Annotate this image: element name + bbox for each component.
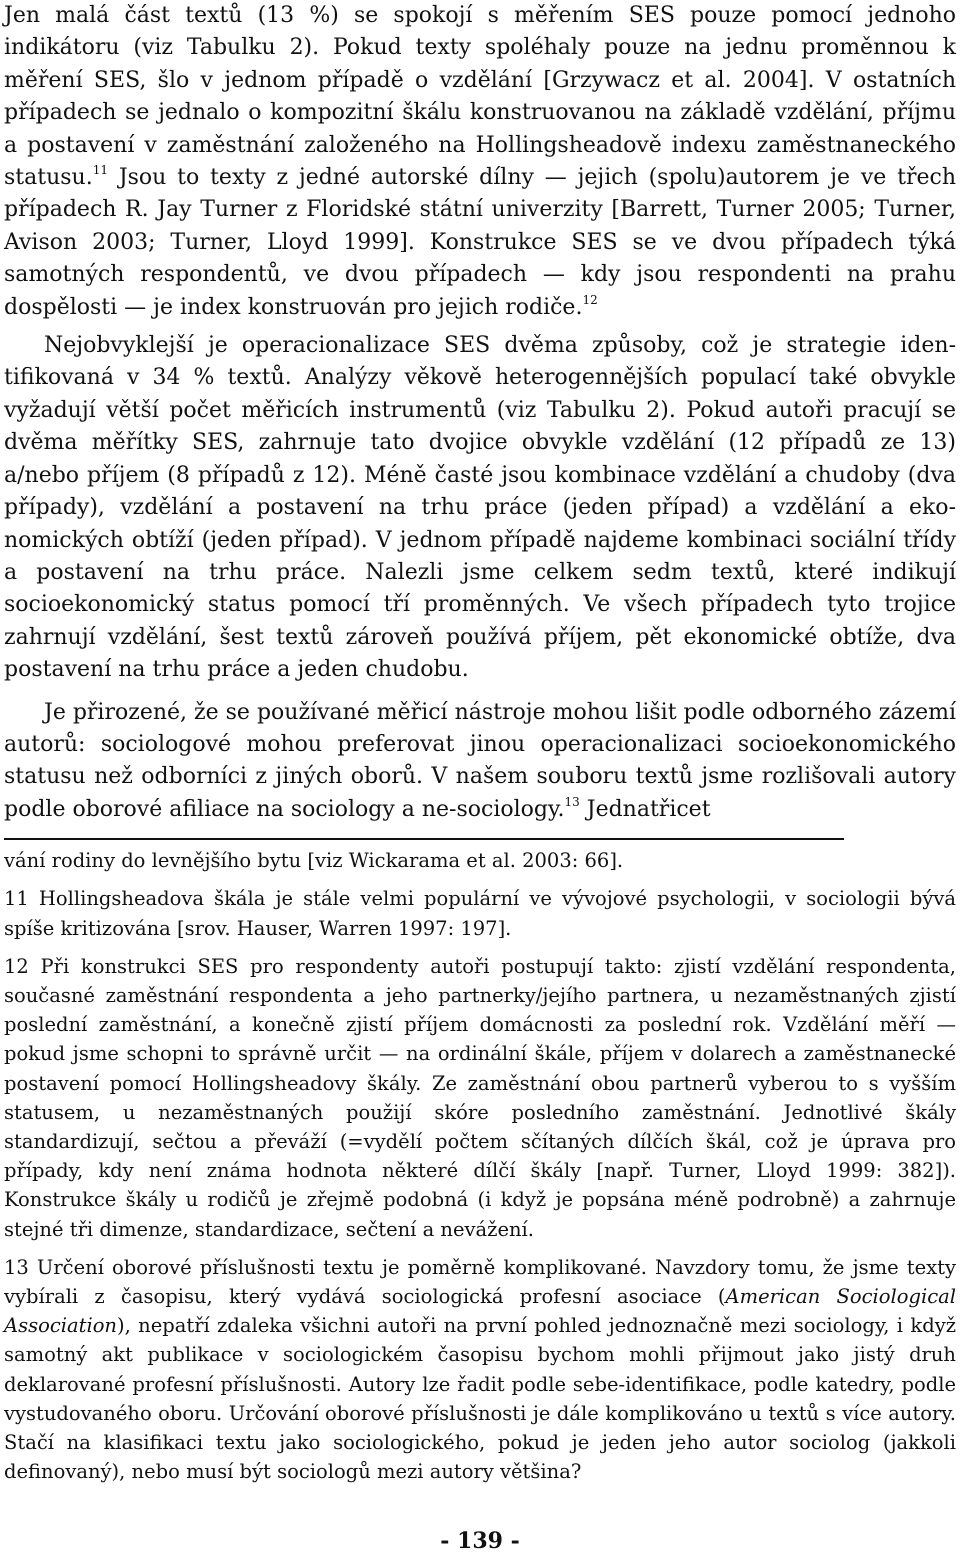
paragraph-1-text-a: Jen malá část textů (13 %) se spokojí s měřením SES pouze pomocí jednoho indikátoru (viz Tabulku 2). Pokud texty spoléhaly pouze na jednu proměnnou k měření SES, šlo v jednom případě o vzdělání [Grzywacz et al. 2004]. V ostatních případech se jednalo o kompozitní škálu konstruovanou na základě vzdělání, příjmu a postavení v zaměstnání založeného na Hollingsheadově indexu zaměstnaneckého statusu. xyxy=(4,3,956,191)
footnote-ref-11[interactable]: 11 xyxy=(92,163,108,178)
footnote-divider xyxy=(4,838,844,840)
page-number: - 139 - xyxy=(440,1528,520,1554)
page-content xyxy=(4,0,956,1486)
footnote-13-text-a: 13 Určení oborové příslušnosti textu je poměrně komplikované. Navzdory tomu, že jsme texty vybírali z časopisu, který vydává sociologická profesní asociace ( xyxy=(4,1255,956,1308)
paragraph-3-text-a: Je přirozené, že se používané měřicí nástroje mohou lišit podle odborného zázemí autorů: sociologové mohou preferovat jinou operacionalizaci socioekonomického statusu než odborníci z jiných oborů. V našem souboru textů jsme rozlišovali autory podle oborové afiliace na sociology a ne-sociology. xyxy=(4,699,956,822)
paragraph-2: Nejobvyklejší je operacionalizace SES dvěma způsoby, což je strategie identifikovaná v 34 % textů. Analýzy věkově heterogennějších populací také obvykle vyžadují větší počet měřicích instrumentů (viz Tabulku 2). Pokud autoři pracují se dvěma měřítky SES, zahrnuje tato dvojice obvykle vzdělání (12 případů ze 13) a/nebo příjem (8 případů z 12). Méně časté jsou kombinace vzdělání a chudoby (dva případy), vzdělání a postavení na trhu práce (jeden případ) a vzdělání a ekonomických obtíží (jeden případ). V jednom případě najdeme kombinaci sociální třídy a postavení na trhu práce. Nalezli jsme celkem sedm textů, které indikují socioekonomický status pomocí tří proměnných. Ve všech případech tyto trojice zahrnují vzdělání, šest textů zároveň používá příjem, pět ekonomické obtíže, dva postavení na trhu práce a jeden chudobu. xyxy=(4,333,956,683)
paragraph-3-text-b: Jednatřicet xyxy=(579,796,711,822)
paragraph-3 xyxy=(4,697,956,827)
footnote-13 xyxy=(4,1253,956,1487)
footnote-13-emphasis: American Sociological Association xyxy=(4,1285,956,1338)
footnote-ref-13[interactable]: 13 xyxy=(564,794,580,809)
paragraph-1-text-b: Jsou to texty z jedné autorské dílny — jejich (spolu)autorem je ve třech případech R. Jay Turner z Floridské státní univerzity [Barrett, Turner 2005; Turner, Avison 2003; Turner, Lloyd 1999]. Konstrukce SES se ve dvou případech týká samotných respondentů, ve dvou případech — kdy jsou respondenti na prahu dospělosti — je index konstruován pro jejich rodiče. xyxy=(4,165,956,320)
footnote-12: 12 Při konstrukci SES pro respondenty autoři postupují takto: zjistí vzdělání respondenta, současné zaměstnání respondenta a jeho partnerky/jejího partnera, u nezaměstnaných zjistí poslední zaměstnání, a konečně zjistí příjem domácnosti za poslední rok. Vzdělání měří — pokud jsme schopni to správně určit — na ordinální škále, příjem v dolarech a zaměstnanecké postavení pomocí Hollingsheadovy škály. Ze zaměstnání obou partnerů vyberou to s vyšším statusem, u nezaměstnaných použijí skóre posledního zaměstnání. Jednotlivé škály standardizují, sečtou a převáží (=vydělí počtem sčítaných dílčích škál, což je úprava pro případy, kdy není známa hodnota některé dílčí škály [např. Turner, Lloyd 1999: 382]). Konstrukce škály u rodičů je zřejmě podobná (i když je popsána méně podrobně) a zahrnuje stejné tři dimenze, standardizace, sečtení a nevážení. xyxy=(4,954,956,1241)
footnote-13-text-b: ), nepatří zdaleka všichni autoři na první pohled jednoznačně mezi sociology, i když samotný akt publikace v sociologickém časopisu bychom mohli přijmout jako jistý druh deklarované profesní příslušnosti. Autory lze řadit podle sebe-identifikace, podle katedry, podle vystudovaného oboru. Určování oborové příslušnosti je dále komplikováno u textů s více autory. Stačí na klasifikaci textu jako sociologického, pokud je jeden jeho autor sociolog (jakkoli definovaný), nebo musí být sociologů mezi autory většina? xyxy=(4,1314,956,1484)
footnote-11: 11 Hollingsheadova škála je stále velmi populární ve vývojové psychologii, v sociologii bývá spíše kritizována [srov. Hauser, Warren 1997: 197]. xyxy=(4,887,956,940)
footnote-continuation: vání rodiny do levnějšího bytu [viz Wickarama et al. 2003: 66]. xyxy=(4,849,624,873)
footnote-ref-12[interactable]: 12 xyxy=(582,292,598,307)
paragraph-1 xyxy=(4,0,956,324)
